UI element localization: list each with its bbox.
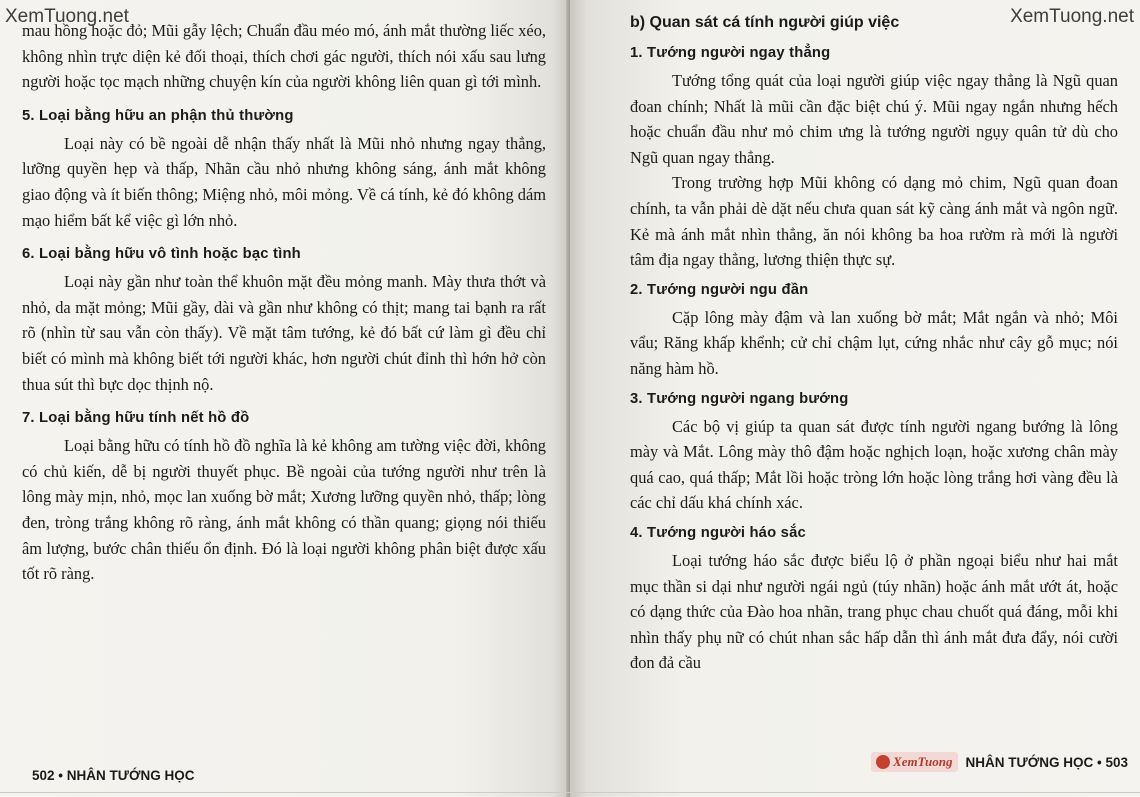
section-6-heading: 6. Loại bằng hữu vô tình hoặc bạc tình <box>22 246 301 263</box>
section-2-heading: 2. Tướng người ngu đần <box>630 281 809 298</box>
watermark-left: XemTuong.net <box>5 6 129 27</box>
logo-icon <box>876 755 890 769</box>
left-page-footer: 502 • NHÂN TƯỚNG HỌC <box>32 768 195 783</box>
section-1-heading: 1. Tướng người ngay thẳng <box>630 45 831 61</box>
section-6-text: Loại này gần như toàn thể khuôn mặt đều mỏng manh. Mày thưa thớt và nhỏ, da mặt mỏng; Mũi gầy, dài và gần như không có thịt; mang tai bạnh ra rất rõ (nhìn từ sau vẫn còn thấy). Về mặt tâm tướng, kẻ đó bất cứ làm gì đều chỉ biết có mình mà không biết tới người khác, hơn người chút đỉnh thì hớn hở còn thua sút thì bực dọc thịnh nộ. <box>22 272 546 394</box>
watermark-right: XemTuong.net <box>1010 6 1134 27</box>
logo-text: XemTuong <box>893 754 953 769</box>
section-2-text: Cặp lông mày đậm và lan xuống bờ mắt; Mắt ngắn và nhỏ; Môi vẩu; Răng khấp khểnh; cử chỉ chậm lụt, cứng nhắc như cây gỗ mục; nói năng hàm hồ. <box>630 307 1118 378</box>
section-1-text-1: Tướng tổng quát của loại người giúp việc ngay thẳng là Ngũ quan đoan chính; Nhất là mũi cần đặc biệt chú ý. Mũi ngay ngắn nhưng hếch hoặc chuẩn đầu như mỏ chim ưng là tướng người ngụy quân tử dù cho Ngũ quan ngay thẳng. <box>630 71 1118 167</box>
right-page <box>570 0 1140 797</box>
right-page-footer <box>871 752 1128 772</box>
intro-paragraph: mau hồng hoặc đỏ; Mũi gẫy lệch; Chuẩn đầu méo mó, ánh mắt thường liếc xéo, không nhìn trực diện kẻ đối thoại, thích chơi gác người, thích nói xấu sau lưng người hoặc tọc mạch những chuyện kín của người không liên quan gì tới mình. <box>22 21 546 92</box>
section-5-text: Loại này có bề ngoài dễ nhận thấy nhất là Mũi nhỏ nhưng ngay thẳng, lưỡng quyền hẹp và thấp, Nhãn cầu nhỏ nhưng không sáng, ánh mắt không giao động và ít biến thông; Miệng nhỏ, môi mỏng. Về cá tính, kẻ đó không dám mạo hiểm bất kể việc gì lớn nhỏ. <box>22 133 546 230</box>
section-7-heading: 7. Loại bằng hữu tính nết hồ đồ <box>22 410 250 427</box>
part-heading: b) Quan sát cá tính người giúp việc <box>630 14 900 31</box>
site-logo <box>871 752 957 772</box>
section-3-text: Các bộ vị giúp ta quan sát được tính người ngang bướng là lông mày và Mắt. Lông mày thô đậm hoặc nghịch loạn, hoặc xương chân mày quá cao, quá thấp; Mắt lồi hoặc tròng lớn hoặc lòng trắng hơi vàng đều là các chỉ dấu khá chính xác. <box>630 416 1118 513</box>
right-page-number: NHÂN TƯỚNG HỌC • 503 <box>965 754 1128 770</box>
section-4-text: Loại tướng háo sắc được biểu lộ ở phần ngoại biểu như hai mắt mục thần si dại như người ngái ngủ (túy nhãn) hoặc ánh mắt ướt át, hoặc có dạng thức của Đào hoa nhãn, trang phục chau chuốt quá đáng, mỗi khi nhìn thấy phụ nữ có chút nhan sắc hấp dẫn thì ánh mắt đưa đẩy, nói cười đon đả cầu <box>630 550 1118 673</box>
section-1-text-2: Trong trường hợp Mũi không có dạng mỏ chim, Ngũ quan đoan chính, ta vẫn phải dè dặt nếu chưa quan sát kỹ càng ánh mắt và ngôn ngữ. Kẻ mà ánh mắt nhìn thẳng, ăn nói không ba hoa rườm rà mới là người tâm địa ngay thẳng, lương thiện thực sự. <box>630 173 1118 270</box>
section-3-heading: 3. Tướng người ngang bướng <box>630 390 849 407</box>
section-5-heading: 5. Loại bằng hữu an phận thủ thường <box>22 107 294 124</box>
bottom-edge <box>0 792 1140 793</box>
section-7-text: Loại bằng hữu có tính hồ đồ nghĩa là kẻ không am tường việc đời, không có chủ kiến, dễ bị người thuyết phục. Bề ngoài của tướng người như trên là lông mày mịn, nhỏ, mọc lan xuống bờ mắt; Xương lưỡng quyền nhỏ, thấp; lòng đen, tròng trắng không rõ ràng, ánh mắt không có thần quang; giọng nói thiếu âm lượng, bước chân thiếu ổn định. Đó là loại người không phân biệt được xấu tốt rõ ràng. <box>22 436 546 584</box>
section-4-heading: 4. Tướng người háo sắc <box>630 524 806 541</box>
